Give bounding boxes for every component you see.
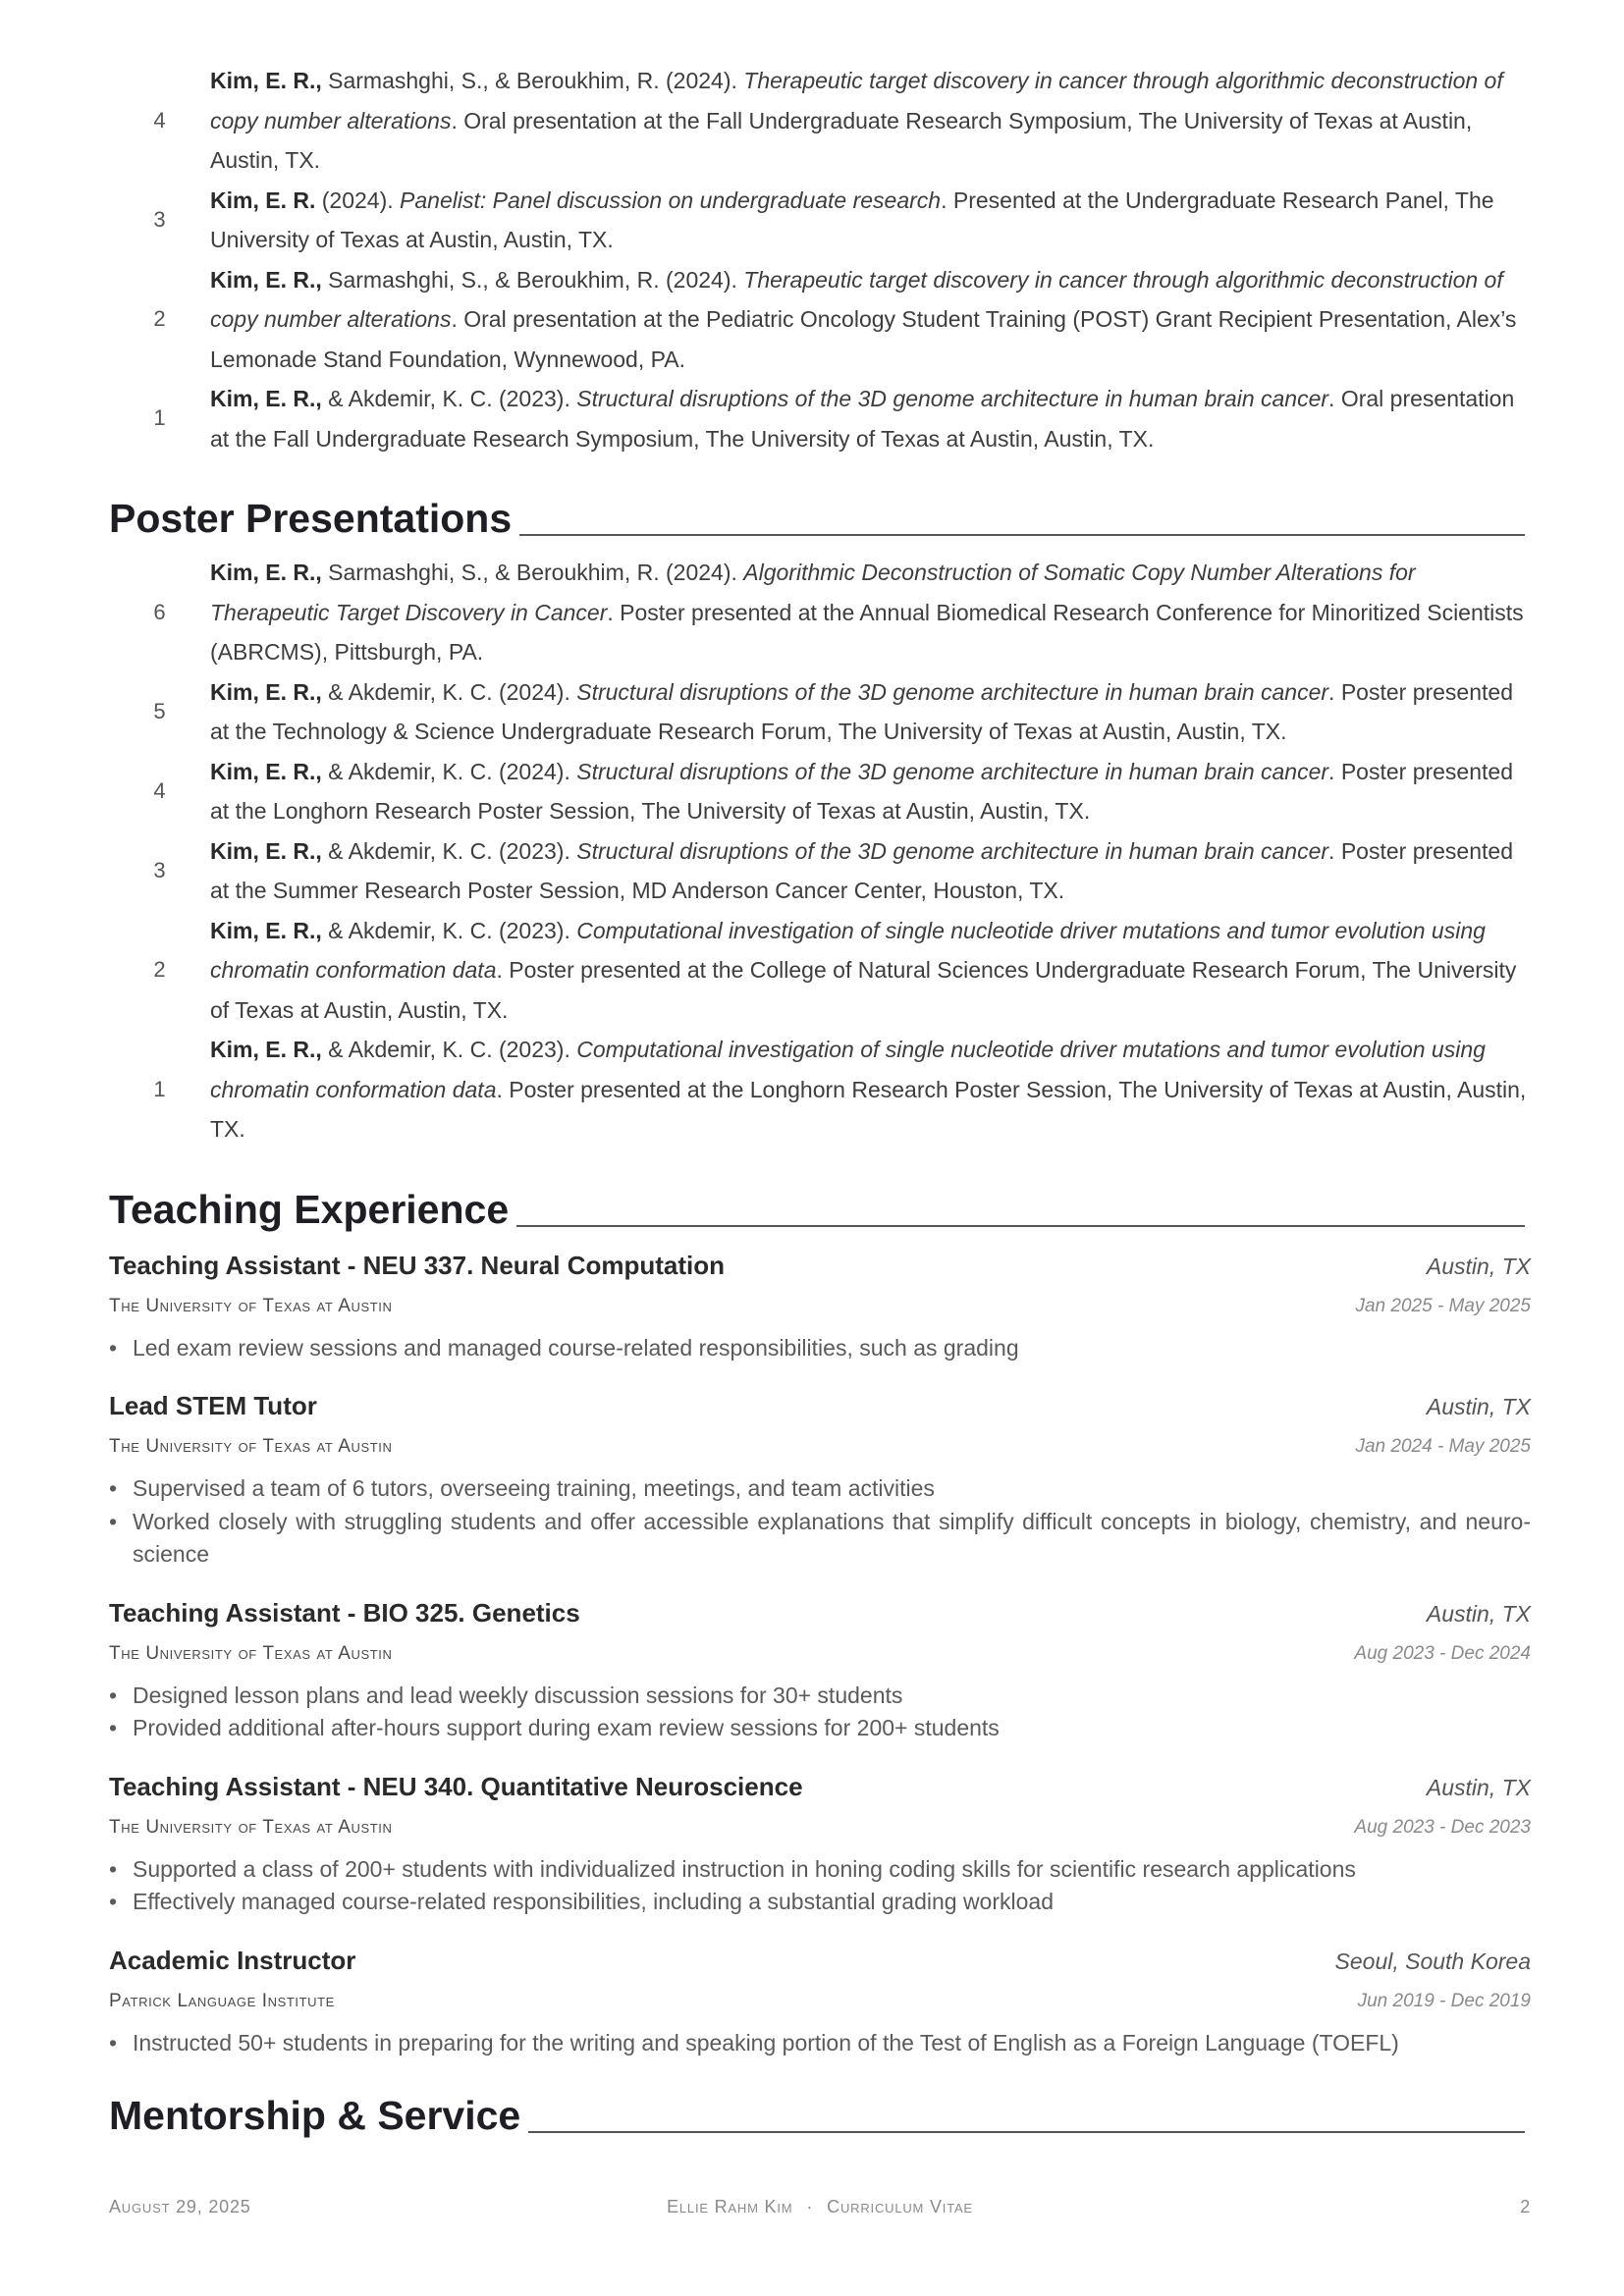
entry-subheader-row <box>109 1808 1531 1847</box>
entry-dates: Aug 2023 - Dec 2023 <box>1354 1816 1531 1838</box>
citation-number: 1 <box>153 1076 166 1101</box>
entry-header-row <box>109 1384 1531 1427</box>
bullet-item: • Supported a class of 200+ students with individualized instruction in honing coding skills for scientific research applications <box>109 1853 1531 1887</box>
entry-organization: The University of Texas at Austin <box>109 1295 393 1316</box>
footer-center <box>109 2197 1531 2217</box>
citation-text <box>210 911 1531 1031</box>
entry-subheader-row <box>109 1427 1531 1467</box>
entry-role: Teaching Assistant - NEU 340. Quantitative Neuroscience <box>109 1771 803 1801</box>
teaching-entry <box>109 1939 1531 2060</box>
citation-text <box>210 260 1531 380</box>
citation-title: Panelist: Panel discussion on undergraduate research <box>400 187 942 213</box>
citation-coauthors-year: Sarmashghi, S., & Beroukhim, R. (2024). <box>321 68 744 93</box>
entry-header-row <box>109 1765 1531 1808</box>
citation-text <box>210 379 1531 458</box>
citation-title: Computational investigation of single nucleotide driver mutations and tumor evolution using chromatin conformation data <box>210 917 1486 983</box>
citation-venue: . Oral presentation at the Pediatric Oncology Student Training (POST) Grant Recipient Presentation, Alex’s Lemonade Stand Foundation, Wynnewood, PA. <box>210 306 1517 372</box>
citation-title: Therapeutic target discovery in cancer through algorithmic deconstruction of copy number alterations <box>210 266 1503 332</box>
citation-venue: . Poster presented at the Technology & Science Undergraduate Research Forum, The University of Texas at Austin, Austin, TX. <box>210 678 1513 744</box>
citation-item <box>109 260 1531 380</box>
citation-item <box>109 672 1531 752</box>
entry-bullets <box>109 1332 1531 1365</box>
citation-text <box>210 831 1531 911</box>
citation-venue: . Poster presented at the Summer Research Poster Session, MD Anderson Cancer Center, Houston, TX. <box>210 837 1513 903</box>
entry-location: Austin, TX <box>1426 1253 1531 1279</box>
citation-lead-author: Kim, E. R., <box>210 917 322 943</box>
citation-item <box>109 1030 1531 1149</box>
citation-title: Structural disruptions of the 3D genome architecture in human brain cancer <box>576 837 1329 864</box>
footer-separator: · <box>806 2197 814 2216</box>
footer-date: August 29, 2025 <box>109 2197 251 2216</box>
entry-location: Austin, TX <box>1426 1600 1531 1627</box>
citation-item <box>109 831 1531 911</box>
entry-role: Academic Instructor <box>109 1945 356 1975</box>
citation-lead-author: Kim, E. R., <box>210 266 322 293</box>
bullet-item: • Supervised a team of 6 tutors, overseeing training, meetings, and team activities <box>109 1472 1531 1506</box>
entry-bullets <box>109 1680 1531 1745</box>
entry-location: Austin, TX <box>1426 1394 1531 1419</box>
citation-coauthors-year: Sarmashghi, S., & Beroukhim, R. (2024). <box>321 266 744 293</box>
section-rule <box>519 534 1525 536</box>
entry-header-row <box>109 1591 1531 1634</box>
entry-role: Teaching Assistant - BIO 325. Genetics <box>109 1597 580 1628</box>
citation-lead-author: Kim, E. R., <box>210 758 322 784</box>
entry-dates: Jun 2019 - Dec 2019 <box>1357 1990 1531 2011</box>
entry-bullets <box>109 1853 1531 1919</box>
citation-lead-author: Kim, E. R., <box>210 837 322 864</box>
entry-organization: Patrick Language Institute <box>109 1990 335 2011</box>
citation-venue: . Oral presentation at the Fall Undergraduate Research Symposium, The University of Texas at Austin, Austin, TX. <box>210 107 1473 173</box>
entry-organization: The University of Texas at Austin <box>109 1642 393 1664</box>
entry-dates: Jan 2025 - May 2025 <box>1355 1295 1531 1316</box>
bullet-item: • Provided additional after-hours support during exam review sessions for 200+ students <box>109 1712 1531 1745</box>
citation-number: 1 <box>153 405 166 431</box>
citation-coauthors-year: & Akdemir, K. C. (2023). <box>321 1037 577 1062</box>
teaching-experience-header <box>109 1187 1531 1232</box>
entry-location: Seoul, South Korea <box>1334 1948 1531 1974</box>
citation-item <box>109 379 1531 458</box>
poster-presentations-list <box>109 553 1531 1149</box>
cv-page-2 <box>109 61 1531 2150</box>
footer-doc-type: Curriculum Vitae <box>827 2197 973 2216</box>
citation-text <box>210 61 1531 181</box>
bullet-item: • Worked closely with struggling students and offer accessible explanations that simplify difficult concepts in biology, chemistry, and neuro-science <box>109 1506 1531 1572</box>
citation-text <box>210 672 1531 752</box>
poster-presentations-header <box>109 496 1531 541</box>
citation-coauthors-year: (2024). <box>315 187 401 213</box>
citation-venue: . Poster presented at the Longhorn Research Poster Session, The University of Texas at Austin, Austin, TX. <box>210 758 1513 824</box>
teaching-entry <box>109 1765 1531 1919</box>
entry-bullets <box>109 2027 1531 2060</box>
entry-bullets <box>109 1472 1531 1572</box>
bullet-item: • Instructed 50+ students in preparing for the writing and speaking portion of the Test of English as a Foreign Language (TOEFL) <box>109 2027 1531 2060</box>
mentorship-service-header <box>109 2093 1531 2138</box>
citation-coauthors-year: & Akdemir, K. C. (2023). <box>321 837 577 864</box>
citation-venue: . Poster presented at the Longhorn Research Poster Session, The University of Texas at Austin, Austin, TX. <box>210 1076 1527 1142</box>
footer-name: Ellie Rahm Kim <box>667 2197 793 2216</box>
footer-page-number: 2 <box>1520 2197 1531 2216</box>
entry-role: Lead STEM Tutor <box>109 1391 317 1420</box>
citation-coauthors-year: & Akdemir, K. C. (2023). <box>321 917 577 943</box>
citation-coauthors-year: & Akdemir, K. C. (2024). <box>321 758 577 784</box>
citation-coauthors-year: & Akdemir, K. C. (2024). <box>321 678 577 705</box>
citation-item <box>109 553 1531 672</box>
citation-number: 2 <box>153 957 166 982</box>
teaching-entry <box>109 1591 1531 1745</box>
citation-number: 4 <box>153 777 166 803</box>
bullet-item: • Designed lesson plans and lead weekly discussion sessions for 30+ students <box>109 1680 1531 1713</box>
citation-text <box>210 752 1531 831</box>
teaching-entries <box>109 1244 1531 2060</box>
entry-organization: The University of Texas at Austin <box>109 1436 393 1457</box>
entry-dates: Jan 2024 - May 2025 <box>1355 1436 1531 1457</box>
citation-lead-author: Kim, E. R., <box>210 68 322 93</box>
citation-text <box>210 553 1531 672</box>
citation-title: Algorithmic Deconstruction of Somatic Copy Number Alterations for Therapeutic Target Discovery in Cancer <box>210 560 1416 625</box>
citation-title: Structural disruptions of the 3D genome architecture in human brain cancer <box>576 758 1329 784</box>
citation-coauthors-year: & Akdemir, K. C. (2023). <box>321 386 577 411</box>
citation-item <box>109 61 1531 181</box>
page-footer <box>109 2197 1531 2226</box>
citation-venue: . Poster presented at the College of Natural Sciences Undergraduate Research Forum, The University of Texas at Austin, Austin, TX. <box>210 957 1517 1023</box>
citation-text <box>210 1030 1531 1149</box>
citation-number: 4 <box>153 107 166 133</box>
citation-title: Structural disruptions of the 3D genome architecture in human brain cancer <box>576 678 1329 705</box>
citation-item <box>109 752 1531 831</box>
teaching-entry <box>109 1244 1531 1365</box>
citation-venue: . Poster presented at the Annual Biomedical Research Conference for Minoritized Scientists (ABRCMS), Pittsburgh, PA. <box>210 599 1524 665</box>
citation-item <box>109 181 1531 260</box>
section-title: Poster Presentations <box>109 496 513 541</box>
citation-lead-author: Kim, E. R. <box>210 187 316 213</box>
citation-number: 5 <box>153 698 166 723</box>
citation-lead-author: Kim, E. R., <box>210 678 322 705</box>
section-title: Teaching Experience <box>109 1186 510 1232</box>
citation-text <box>210 181 1531 260</box>
citation-title: Structural disruptions of the 3D genome architecture in human brain cancer <box>576 386 1329 411</box>
entry-subheader-row <box>109 1634 1531 1674</box>
citation-title: Therapeutic target discovery in cancer through algorithmic deconstruction of copy number alterations <box>210 68 1503 133</box>
entry-location: Austin, TX <box>1426 1774 1531 1800</box>
entry-header-row <box>109 1939 1531 1982</box>
oral-presentations-list <box>109 61 1531 458</box>
bullet-item: • Effectively managed course-related responsibilities, including a substantial grading workload <box>109 1886 1531 1919</box>
citation-coauthors-year: Sarmashghi, S., & Beroukhim, R. (2024). <box>321 560 744 585</box>
citation-lead-author: Kim, E. R., <box>210 386 322 411</box>
entry-subheader-row <box>109 1982 1531 2021</box>
citation-venue: . Presented at the Undergraduate Research Panel, The University of Texas at Austin, Austin, TX. <box>210 187 1494 252</box>
citation-lead-author: Kim, E. R., <box>210 1037 322 1062</box>
citation-lead-author: Kim, E. R., <box>210 560 322 585</box>
entry-organization: The University of Texas at Austin <box>109 1816 393 1838</box>
entry-role: Teaching Assistant - NEU 337. Neural Computation <box>109 1250 725 1280</box>
entry-header-row <box>109 1244 1531 1287</box>
citation-venue: . Oral presentation at the Fall Undergraduate Research Symposium, The University of Texas at Austin, Austin, TX. <box>210 386 1515 452</box>
entry-dates: Aug 2023 - Dec 2024 <box>1354 1642 1531 1664</box>
entry-subheader-row <box>109 1287 1531 1326</box>
teaching-entry <box>109 1384 1531 1572</box>
citation-number: 3 <box>153 206 166 232</box>
citation-number: 2 <box>153 306 166 331</box>
citation-number: 3 <box>153 857 166 882</box>
bullet-item: • Led exam review sessions and managed course-related responsibilities, such as grading <box>109 1332 1531 1365</box>
citation-title: Computational investigation of single nucleotide driver mutations and tumor evolution using chromatin conformation data <box>210 1037 1486 1102</box>
section-title: Mentorship & Service <box>109 2093 521 2138</box>
citation-number: 6 <box>153 599 166 624</box>
citation-item <box>109 911 1531 1031</box>
section-rule <box>516 1225 1525 1227</box>
section-rule <box>528 2131 1525 2133</box>
